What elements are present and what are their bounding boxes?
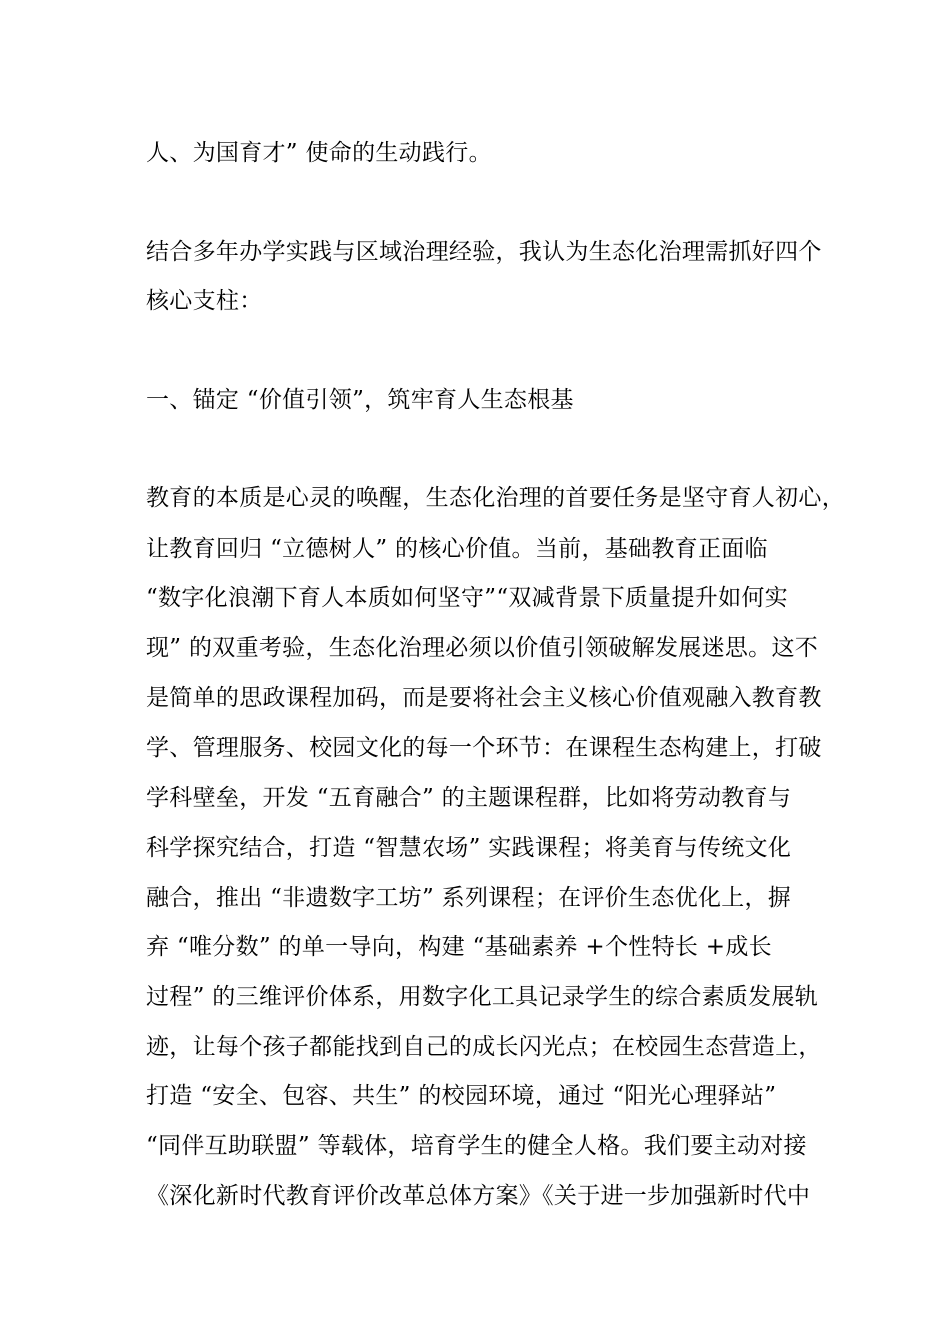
text-line: 教育的本质是心灵的唤醒，生态化治理的首要任务是坚守育人初心， xyxy=(146,485,845,511)
text-line: 科学探究结合，打造 “智慧农场” 实践课程；将美育与传统文化 xyxy=(146,835,792,861)
text-line: 学科壁垒，开发 “五育融合” 的主题课程群，比如将劳动教育与 xyxy=(146,785,792,811)
section-heading: 一、锚定 “价值引领”，筑牢育人生态根基 xyxy=(146,387,574,413)
text-line: 《深化新时代教育评价改革总体方案》《关于进一步加强新时代中 xyxy=(146,1183,811,1209)
text-line: 弃 “唯分数” 的单一导向，构建 “基础素养 +个性特长 +成长 xyxy=(146,934,772,960)
text-line: 过程” 的三维评价体系，用数字化工具记录学生的综合素质发展轨 xyxy=(146,984,819,1010)
text-line: 现” 的双重考验，生态化治理必须以价值引领破解发展迷思。这不 xyxy=(146,635,819,661)
text-line: 核心支柱： xyxy=(146,288,263,314)
text-line: 结合多年办学实践与区域治理经验，我认为生态化治理需抓好四个 xyxy=(146,239,822,265)
text-line: “同伴互助联盟” 等载体，培育学生的健全人格。我们要主动对接 xyxy=(146,1133,807,1159)
text-line: 融合，推出 “非遗数字工坊” 系列课程；在评价生态优化上，摒 xyxy=(146,885,792,911)
text-line: 人、为国育才” 使命的生动践行。 xyxy=(146,140,492,166)
text-line: 是简单的思政课程加码，而是要将社会主义核心价值观融入教育教 xyxy=(146,685,822,711)
text-line: 学、管理服务、校园文化的每一个环节：在课程生态构建上，打破 xyxy=(146,735,822,761)
text-line: “数字化浪潮下育人本质如何坚守”“双减背景下质量提升如何实 xyxy=(146,585,788,611)
text-line: 让教育回归 “立德树人” 的核心价值。当前，基础教育正面临 xyxy=(146,536,768,562)
text-line: 打造 “安全、包容、共生” 的校园环境，通过 “阳光心理驿站” xyxy=(146,1083,777,1109)
text-line: 迹，让每个孩子都能找到自己的成长闪光点；在校园生态营造上， xyxy=(146,1034,822,1060)
